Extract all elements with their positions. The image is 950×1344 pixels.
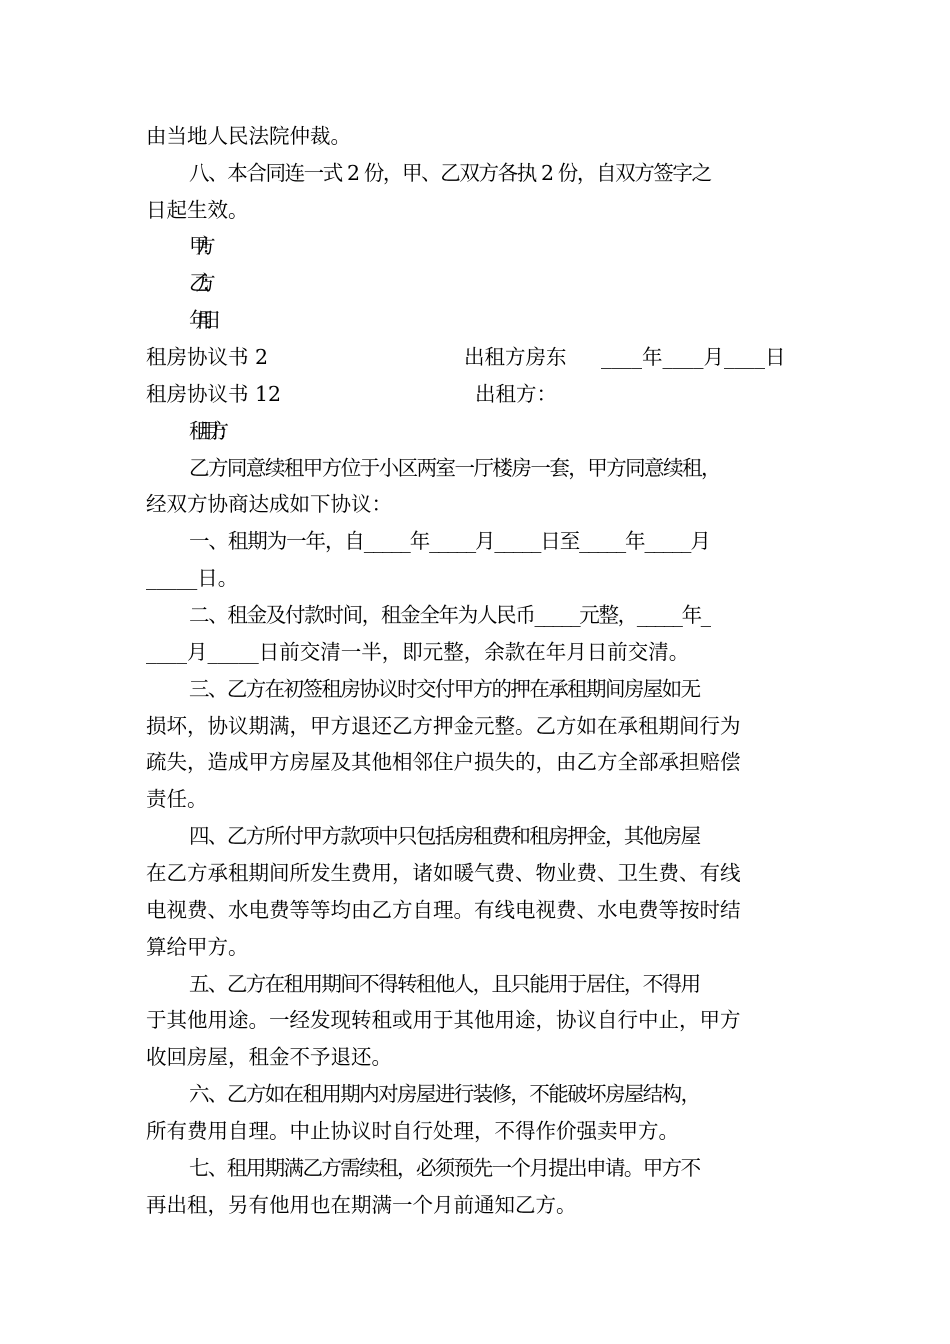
text-line: 收回房屋，租金不予退还。 xyxy=(146,1045,392,1069)
text-line: 八、本合同连一式 2 份，甲、乙双方各执 2 份，自双方签字之 xyxy=(189,161,711,185)
heading-title: 租房协议书 12 xyxy=(146,382,282,406)
lessee-label: 租用方： xyxy=(189,419,228,443)
signature-party-a: 甲方： xyxy=(189,234,208,258)
clause-6: 六、乙方如在租用期内对房屋进行装修，不能破坏房屋结构， xyxy=(189,1082,700,1106)
text-line: 再出租，另有他用也在期满一个月前通知乙方。 xyxy=(146,1193,577,1217)
text-line: 日起生效。 xyxy=(146,198,249,222)
heading-title: 租房协议书 2 xyxy=(146,345,269,369)
clause-7: 七、租用期满乙方需续租，必须预先一个月提出申请。甲方不 xyxy=(189,1156,700,1180)
text-line: 于其他用途。一经发现转租或用于其他用途，协议自行中止，甲方 xyxy=(146,1008,741,1032)
signature-date: 年月日 xyxy=(189,308,208,332)
clause-2: 二、租金及付款时间，租金全年为人民币_____元整，_____年_ xyxy=(189,603,710,627)
text-line: 损坏，协议期满，甲方退还乙方押金元整。乙方如在承租期间行为 xyxy=(146,714,741,738)
text-line: 算给甲方。 xyxy=(146,935,249,959)
text-line: 由当地人民法院仲裁。 xyxy=(146,124,351,148)
text-line: ____月_____日前交清一半，即元整，余款在年月日前交清。 xyxy=(146,640,690,664)
heading-row-12 xyxy=(146,376,811,413)
text-line: _____日。 xyxy=(146,566,239,590)
text-line: 乙方同意续租甲方位于小区两室一厅楼房一套，甲方同意续租， xyxy=(189,456,720,480)
text-line: 疏失，造成甲方房屋及其他相邻住户损失的，由乙方全部承担赔偿 xyxy=(146,750,741,774)
date-blank: ____年____月____日 xyxy=(601,345,786,369)
clause-3: 三、乙方在初签租房协议时交付甲方的押在承租期间房屋如无 xyxy=(189,677,700,701)
signature-party-b: 乙方： xyxy=(189,271,208,295)
text-line: 在乙方承租期间所发生费用，诸如暖气费、物业费、卫生费、有线 xyxy=(146,861,741,885)
lessor-landlord-label: 出租方房东 xyxy=(464,345,567,369)
clause-1: 一、租期为一年，自_____年_____月_____日至_____年_____月 xyxy=(189,529,710,553)
text-line: 电视费、水电费等等均由乙方自理。有线电视费、水电费等按时结 xyxy=(146,898,741,922)
text-line: 经双方协商达成如下协议： xyxy=(146,492,392,516)
text-line: 所有费用自理。中止协议时自行处理，不得作价强卖甲方。 xyxy=(146,1119,679,1143)
clause-4: 四、乙方所付甲方款项中只包括房租费和租房押金，其他房屋 xyxy=(189,824,700,848)
lessor-label: 出租方： xyxy=(475,382,557,406)
clause-5: 五、乙方在租用期间不得转租他人，且只能用于居住，不得用 xyxy=(189,972,700,996)
text-line: 责任。 xyxy=(146,787,208,811)
heading-row-2 xyxy=(146,339,811,376)
